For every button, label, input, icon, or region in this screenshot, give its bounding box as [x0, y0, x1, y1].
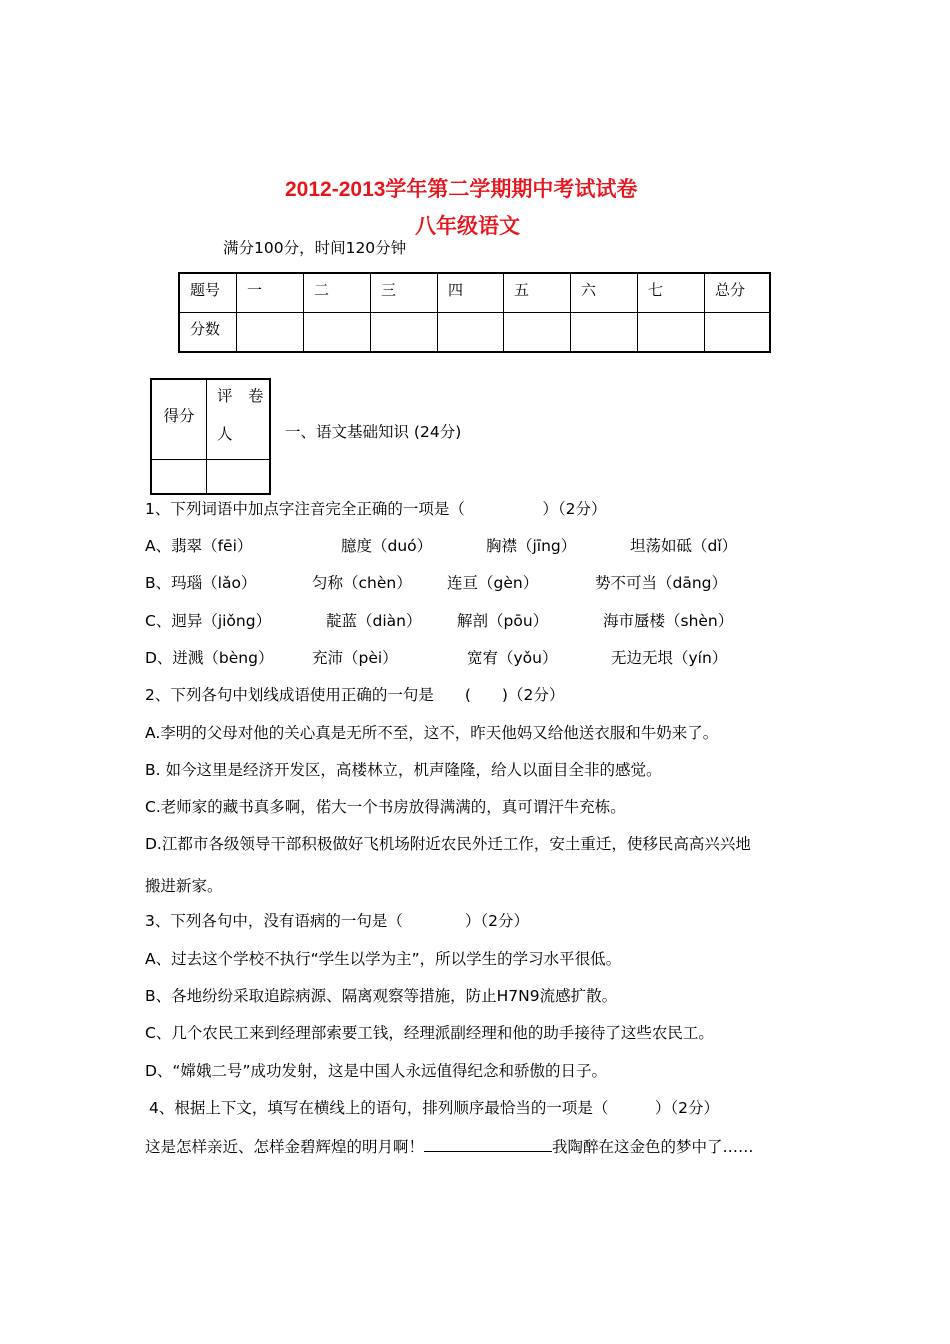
question-2-stem: 2、下列各句中划线成语使用正确的一句是 ( )（2分）: [145, 686, 565, 704]
grader-input-cell[interactable]: [207, 459, 271, 494]
grader-box: [150, 378, 271, 495]
q1-option-d: 充沛（pèi）: [312, 649, 398, 667]
question-3-stem: 3、下列各句中，没有语病的一句是（ ）（2分）: [145, 912, 529, 930]
exam-info: 满分100分，时间120分钟: [223, 239, 407, 257]
grader-label: [207, 379, 271, 459]
score-input-cell[interactable]: [705, 313, 771, 353]
q1-option-a: 胸襟（jīng）: [486, 537, 577, 555]
score-input-cell[interactable]: [438, 313, 504, 353]
q3-option-b: B、各地纷纷采取追踪病源、隔离观察等措施，防止H7N9流感扩散。: [145, 987, 618, 1005]
score-input-cell[interactable]: [571, 313, 638, 353]
exam-title: 2012-2013学年第二学期期中考试试卷: [285, 178, 638, 201]
score-table: [178, 272, 771, 353]
q2-option-d: D.江都市各级领导干部积极做好飞机场附近农民外迁工作，安土重迁，使移民高高兴兴地: [145, 835, 751, 853]
table-cell: 七: [638, 273, 705, 313]
table-cell: 一: [237, 273, 304, 313]
question-1-stem: 1、下列词语中加点字注音完全正确的一项是（ ）（2分）: [145, 500, 607, 518]
q1-option-d: 宽宥（yǒu）: [467, 649, 558, 667]
grader-label-bottom: 人: [217, 425, 233, 443]
score-input-cell[interactable]: [151, 459, 207, 494]
q1-option-a: 坦荡如砥（dǐ）: [630, 537, 738, 555]
q4-text-before: 这是怎样亲近、怎样金碧辉煌的明月啊！: [145, 1138, 425, 1156]
q1-option-b: 连亘（gèn）: [447, 574, 539, 592]
grader-label-top: 评 卷: [217, 387, 264, 405]
score-input-cell[interactable]: [237, 313, 304, 353]
q1-option-c: C、迥异（jiǒng）: [145, 612, 272, 630]
exam-subtitle: 八年级语文: [415, 215, 520, 238]
q2-option-c: C.老师家的藏书真多啊，偌大一个书房放得满满的，真可谓汗牛充栋。: [145, 798, 626, 816]
table-cell: 分数: [179, 313, 237, 353]
q1-option-c: 解剖（pōu）: [457, 612, 549, 630]
score-input-cell[interactable]: [371, 313, 438, 353]
q1-option-c: 海市蜃楼（shèn）: [603, 612, 734, 630]
answer-blank[interactable]: [424, 1135, 552, 1152]
q2-option-d-continued: 搬进新家。: [145, 877, 223, 895]
q3-option-c: C、几个农民工来到经理部索要工钱，经理派副经理和他的助手接待了这些农民工。: [145, 1024, 714, 1042]
q3-option-d: D、“嫦娥二号”成功发射，这是中国人永远值得纪念和骄傲的日子。: [145, 1062, 607, 1080]
q1-option-d: D、迸溅（bèng）: [145, 649, 274, 667]
q1-option-a: A、翡翠（fēi）: [145, 537, 253, 555]
score-label-text: 得分: [163, 407, 195, 425]
score-input-cell[interactable]: [304, 313, 371, 353]
q1-option-b: 匀称（chèn）: [312, 574, 412, 592]
score-table-score-row: [179, 313, 770, 353]
section-title: 一、语文基础知识 (24分): [285, 423, 462, 441]
score-input-cell[interactable]: [504, 313, 571, 353]
table-cell: 四: [438, 273, 504, 313]
q1-option-b: 势不可当（dāng）: [595, 574, 728, 592]
q1-option-b: B、玛瑙（lǎo）: [145, 574, 257, 592]
table-cell: 二: [304, 273, 371, 313]
table-cell: 五: [504, 273, 571, 313]
score-input-cell[interactable]: [638, 313, 705, 353]
table-cell: 三: [371, 273, 438, 313]
score-table-header-row: [179, 273, 770, 313]
q2-option-b: B. 如今这里是经济开发区，高楼林立，机声隆隆，给人以面目全非的感觉。: [145, 761, 662, 779]
table-cell: 题号: [179, 273, 237, 313]
q1-option-c: 靛蓝（diàn）: [326, 612, 422, 630]
q1-option-a: 臆度（duó）: [341, 537, 433, 555]
q4-text: [145, 1135, 754, 1157]
score-label: [151, 379, 207, 459]
q4-text-after: 我陶醉在这金色的梦中了……: [552, 1138, 754, 1156]
table-cell: 六: [571, 273, 638, 313]
q1-option-d: 无边无垠（yín）: [611, 649, 728, 667]
q2-option-a: A.李明的父母对他的关心真是无所不至，这不，昨天他妈又给他送衣服和牛奶来了。: [145, 724, 719, 742]
table-cell: 总分: [705, 273, 771, 313]
q3-option-a: A、过去这个学校不执行“学生以学为主”，所以学生的学习水平很低。: [145, 950, 622, 968]
question-4-stem: 4、根据上下文，填写在横线上的语句，排列顺序最恰当的一项是（ ）（2分）: [149, 1099, 719, 1117]
